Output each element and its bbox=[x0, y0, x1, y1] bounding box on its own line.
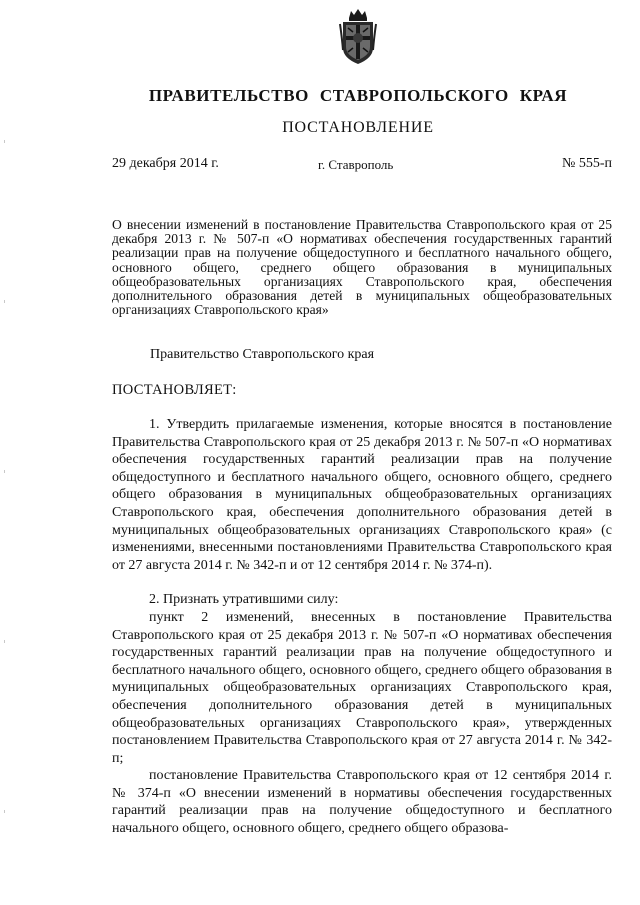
government-title: ПРАВИТЕЛЬСТВО СТАВРОПОЛЬСКОГО КРАЯ bbox=[148, 86, 568, 105]
paragraph-1: 1. Утвердить прилагаемые изменения, которые вносятся в постановление Правительства Ставропольского края от 25 декабря 2013 г. № 507-п «О нормативах обеспечения государственных гарантий реализации прав на получение общедоступного и бесплатного начального общего, основного общего, среднего общего образования в муниципальных общеобразовательных организациях Ставропольского края, обеспечения дополнительного образования детей в муниципальных общеобразовательных организациях Ставропольского края» (с изменениями, внесенными постановлениями Правительства Ставропольского края от 27 августа 2014 г. № 342-п и от 12 сентября 2014 г. № 374-п). bbox=[112, 417, 612, 573]
stavropol-coat-of-arms-icon bbox=[339, 8, 377, 66]
document-type: ПОСТАНОВЛЕНИЕ bbox=[282, 119, 434, 136]
paragraph-3: пункт 2 изменений, внесенных в постановление Правительства Ставропольского края от 25 декабря 2013 г. № 507-п «О нормативах обеспечения государственных гарантий реализации прав на получение общедоступного и бесплатного начального общего, основного общего, среднего общего образования в муниципальных общеобразовательных организациях Ставропольского края, обеспечения дополнительного образования детей в муниципальных общеобразовательных организациях Ставропольского края», утвержденных постановлением Правительства Ставропольского края от 27 августа 2014 г. № 342-п; bbox=[112, 609, 612, 766]
document-date: 29 декабря 2014 г. bbox=[112, 156, 219, 171]
document-number: № 555-п bbox=[561, 156, 612, 171]
document-city: г. Ставрополь bbox=[318, 157, 394, 172]
paragraph-2: 2. Признать утратившими силу: bbox=[149, 592, 339, 608]
issuer-line: Правительство Ставропольского края bbox=[150, 347, 375, 362]
document-subject: О внесении изменений в постановление Правительства Ставропольского края от 25 декабря 2013 г. № 507-п «О нормативах обеспечения государственных гарантий реализации прав на получение общедоступного и бесплатного начального общего, основного общего, среднего общего образования в муниципальных общеобразовательных организациях Ставропольского края, обеспечения дополнительного образования детей в муниципальных общеобразовательных организациях Ставропольского края» bbox=[112, 217, 612, 318]
document-body bbox=[112, 416, 612, 838]
paragraph-4: постановление Правительства Ставропольского края от 12 сентября 2014 г. № 374-п «О внесении изменений в нормативы обеспечения государственных гарантий реализации прав на получение общедоступного и бесплатного начального общего, основного общего, среднего общего образова- bbox=[112, 768, 612, 837]
resolves-heading: ПОСТАНОВЛЯЕТ: bbox=[112, 382, 237, 398]
